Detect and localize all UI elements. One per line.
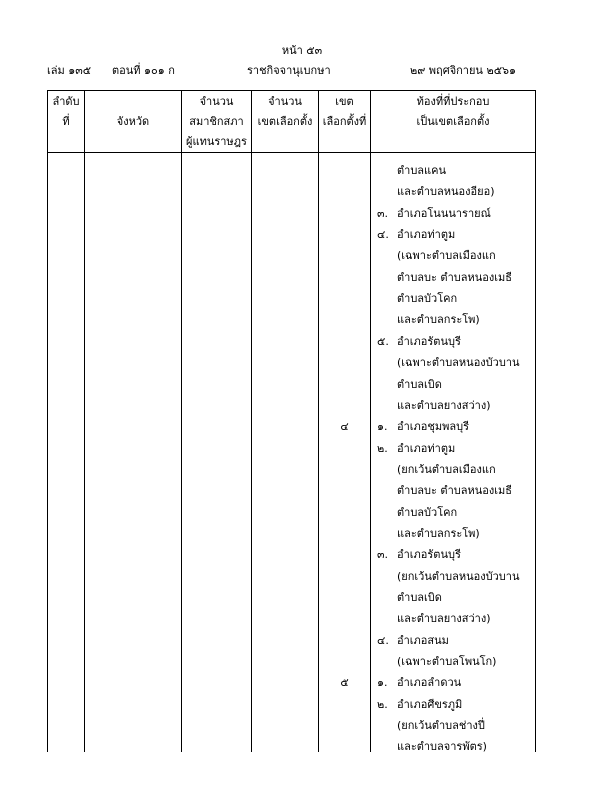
header-line: จำนวน	[199, 95, 234, 108]
table-row	[0, 587, 589, 608]
table-row	[0, 502, 589, 523]
header-zone-number	[319, 92, 370, 132]
area-text: ตำบลบะ ตำบลหนองเมธี	[397, 270, 512, 284]
table-row	[0, 288, 589, 309]
table-row	[0, 352, 589, 373]
table-row	[0, 309, 589, 330]
table-row	[0, 736, 589, 757]
table-row	[0, 245, 589, 266]
area-text: และตำบลกระโพ)	[397, 313, 480, 327]
area-text: และตำบลยางสว่าง)	[397, 612, 491, 626]
item-number: ๓.	[377, 548, 389, 562]
table-row	[0, 694, 589, 715]
area-text: ตำบลเบิด	[397, 377, 442, 391]
publish-date: ๒๙ พฤศจิกายน ๒๕๖๑	[410, 64, 516, 77]
table-row	[0, 203, 589, 224]
gazette-title: ราชกิจจานุเบกษา	[247, 64, 331, 77]
header-line: เลือกตั้งที่	[322, 115, 367, 128]
area-text: (ยกเว้นตำบลเมืองแก	[397, 462, 496, 476]
area-text: อำเภอชุมพลบุรี	[397, 420, 469, 434]
item-number: ๕.	[377, 334, 389, 348]
area-text: ตำบลแคน	[397, 164, 447, 177]
item-number: ๒.	[377, 697, 388, 711]
area-text: (เฉพาะตำบลโพนโก)	[397, 655, 497, 669]
area-text: ตำบลบะ ตำบลหนองเมธี	[397, 484, 512, 498]
header-line: เขตเลือกตั้ง	[257, 115, 313, 128]
table-row	[0, 395, 589, 416]
area-text: (เฉพาะตำบลหนองบัวบาน	[397, 356, 520, 370]
area-text: และตำบลยางสว่าง)	[397, 398, 491, 412]
volume-label: เล่ม ๑๓๕	[47, 64, 92, 77]
table-top-border	[47, 90, 536, 91]
header-line: เขต	[335, 95, 354, 108]
table-row	[0, 181, 589, 202]
zone-number: ๔	[340, 420, 349, 434]
area-text: อำเภอศีขรภูมิ	[397, 697, 463, 711]
area-text: ตำบลบัวโคก	[397, 292, 458, 306]
item-number: ๑.	[377, 420, 388, 434]
header-bottom-border	[47, 152, 536, 153]
header-member-count	[182, 92, 251, 152]
zone-number: ๕	[340, 676, 349, 690]
area-text: (ยกเว้นตำบลหนองบัวบาน	[397, 569, 520, 583]
section-label: ตอนที่ ๑๐๑ ก	[112, 64, 175, 77]
table-row	[0, 715, 589, 736]
area-text: อำเภอรัตนบุรี	[397, 334, 461, 348]
header-line: ที่	[62, 115, 70, 128]
item-number: ๒.	[377, 441, 388, 455]
page-number: หน้า ๕๓	[281, 44, 323, 57]
header-line: จังหวัด	[116, 115, 150, 128]
table-row	[0, 630, 589, 651]
header-province	[85, 112, 181, 132]
header-line: ท้องที่ที่ประกอบ	[416, 95, 490, 108]
table-row	[0, 523, 589, 544]
area-text: และตำบลกระโพ)	[397, 526, 480, 540]
table-row	[0, 608, 589, 629]
header-zone-count	[252, 92, 318, 132]
area-text: อำเภอสนม	[397, 633, 449, 647]
area-text: อำเภอท่าตูม	[397, 441, 456, 455]
item-number: ๓.	[377, 206, 389, 220]
header-line: สมาชิกสภา	[189, 115, 244, 128]
item-number: ๔.	[377, 633, 389, 647]
area-text: อำเภอท่าตูม	[397, 228, 456, 242]
table-row	[0, 416, 589, 437]
header-order	[48, 92, 84, 132]
area-text: (เฉพาะตำบลเมืองแก	[397, 249, 496, 263]
area-text: และตำบลจารพัตร)	[397, 740, 487, 754]
table-row	[0, 566, 589, 587]
item-number: ๔.	[377, 228, 389, 242]
item-number: ๑.	[377, 676, 388, 690]
table-row	[0, 672, 589, 693]
area-text: ตำบลบัวโคก	[397, 505, 458, 519]
area-text: อำเภอลำดวน	[397, 676, 462, 690]
table-row	[0, 267, 589, 288]
table-row	[0, 480, 589, 501]
table-row	[0, 438, 589, 459]
area-text: และตำบลหนองอียอ)	[397, 185, 495, 199]
table-row	[0, 459, 589, 480]
table-row	[0, 160, 589, 181]
header-line: เป็นเขตเลือกตั้ง	[416, 115, 490, 128]
area-text: อำเภอโนนนารายณ์	[397, 206, 491, 220]
header-area	[371, 92, 535, 132]
table-row	[0, 331, 589, 352]
header-line: จำนวน	[268, 95, 302, 108]
area-text: (ยกเว้นตำบลช่างปี่	[397, 719, 485, 733]
table-row	[0, 651, 589, 672]
header-line: ลำดับ	[52, 95, 80, 108]
area-text: ตำบลเบิด	[397, 591, 442, 604]
area-text: อำเภอรัตนบุรี	[397, 548, 461, 562]
header-line: ผู้แทนราษฎร	[186, 135, 247, 148]
table-row	[0, 374, 589, 395]
table-row	[0, 224, 589, 245]
table-row	[0, 544, 589, 565]
